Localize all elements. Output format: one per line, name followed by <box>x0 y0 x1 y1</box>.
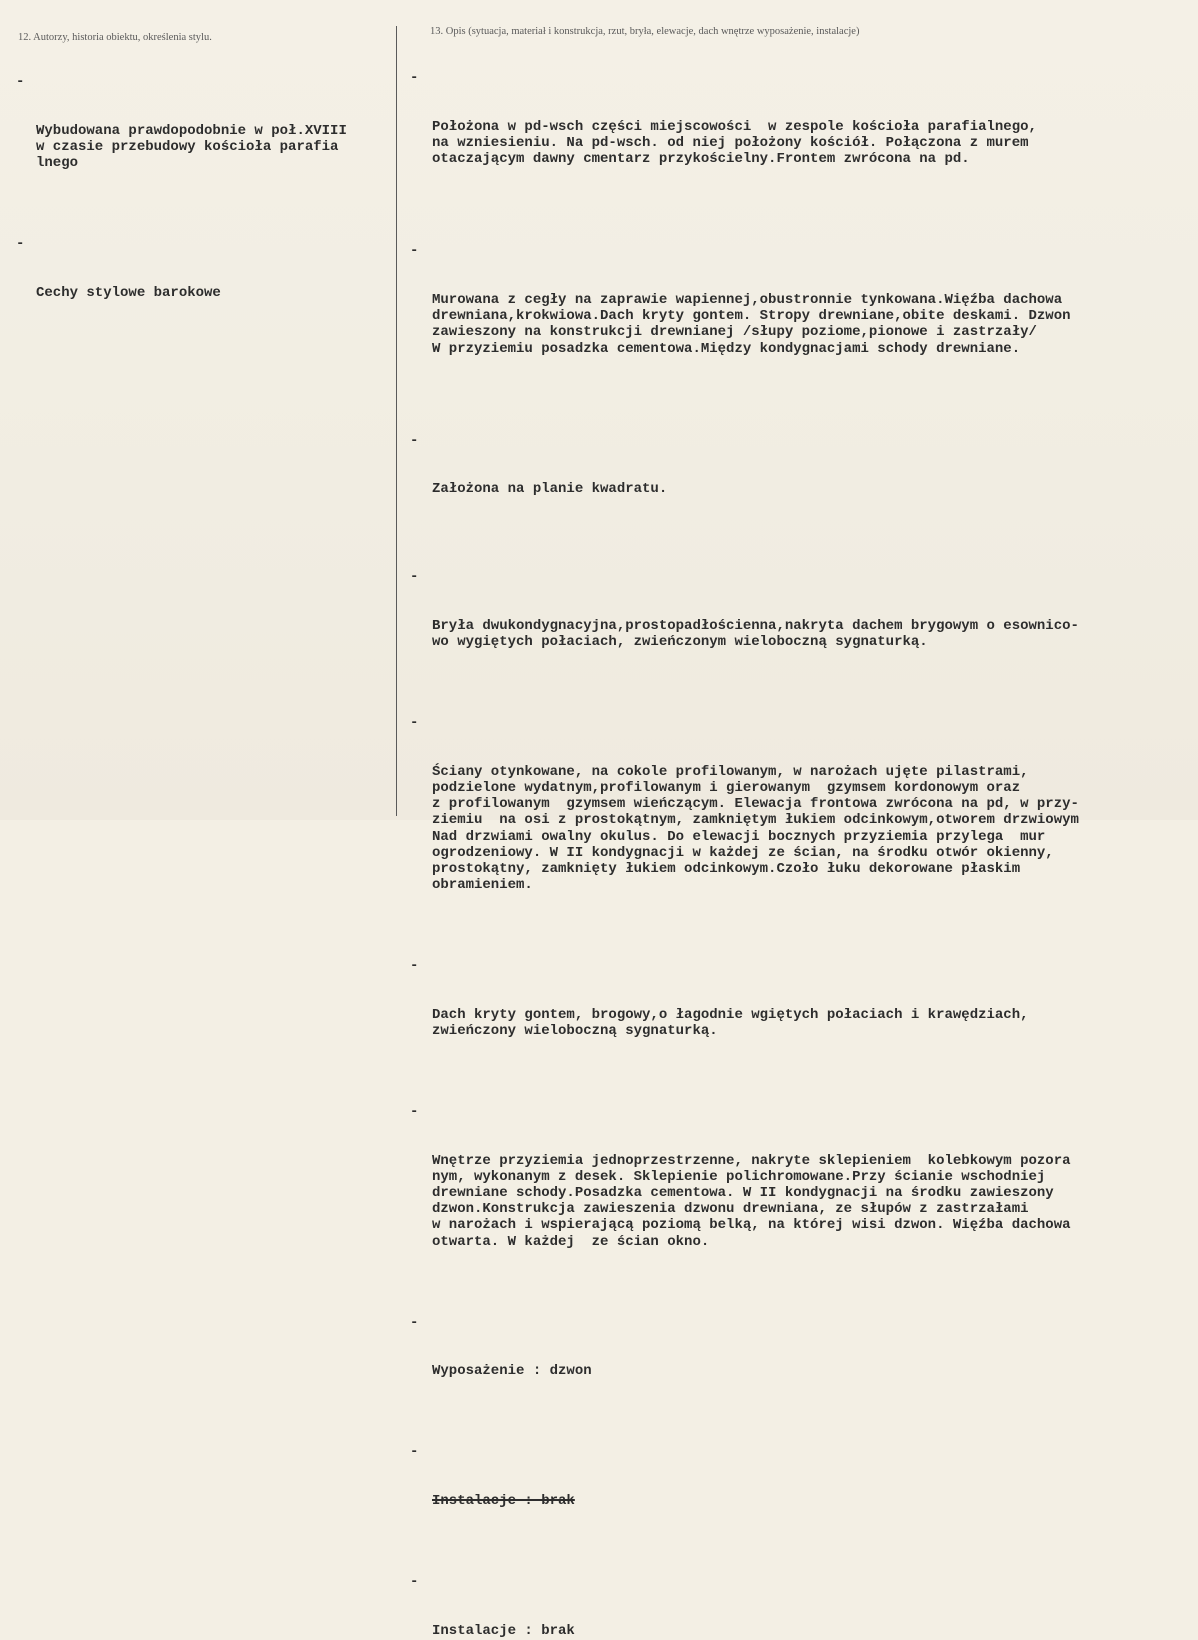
bullet-dash: - <box>410 1104 419 1120</box>
description-text: Wnętrze przyziemia jednoprzestrzenne, nakryte sklepieniem kolebkowym pozora nym, wykonanym z desek. Sklepienie polichromowane.Przy ścianie wschodniej drewniane schody.Posadzka cementowa. W II kondygnacji na środku zawieszony dzwon.Konstrukcja zawieszenia dzwonu drewniana, ze słupów z zastrzałami w narożach i wspierającą poziomą belką, na której wisi dzwon. Więźba dachowa otwarta. W każdej ze ścian okno. <box>432 1152 1071 1250</box>
bullet-dash: - <box>410 569 419 586</box>
bullet-dash: - <box>410 1573 419 1590</box>
section-13-header: 13. Opis (sytuacja, materiał i konstrukcja, rzut, bryła, elewacje, dach wnętrze wyposażenie, instalacje) <box>430 26 860 37</box>
description-installations <box>410 1574 1079 1640</box>
description-text: Wyposażenie : dzwon <box>432 1363 592 1380</box>
description-walls <box>410 715 1079 926</box>
left-item-text: Wybudowana prawdopodobnie w poł.XVIII w czasie przebudowy kościoła parafia lnego <box>36 123 347 172</box>
right-column <box>410 38 1079 1640</box>
bullet-dash: - <box>410 1314 419 1331</box>
bullet-dash: - <box>16 74 25 91</box>
column-divider <box>396 26 397 816</box>
bullet-dash: - <box>410 958 419 975</box>
description-text: Założona na planie kwadratu. <box>432 481 668 498</box>
description-text: Instalacje : brak <box>432 1622 575 1639</box>
description-struck-line <box>410 1444 1079 1541</box>
description-text: Dach kryty gontem, brogowy,o łagodnie wgiętych połaciach i krawędziach, zwieńczony wieloboczną sygnaturką. <box>432 1006 1029 1039</box>
bullet-dash: - <box>410 715 419 732</box>
description-text: Położona w pd-wsch części miejscowości w zespole kościoła parafialnego, na wzniesieniu. Na pd-wsch. od niej położony kościół. Połączona z murem otaczającym dawny cmentarz przykościelny.Frontem zwrócona na pd. <box>432 119 1037 168</box>
bullet-dash: - <box>410 1444 419 1461</box>
description-interior <box>410 1104 1079 1282</box>
bullet-dash: - <box>410 432 419 449</box>
left-item-text: Cechy stylowe barokowe <box>36 285 221 302</box>
section-12-header: 12. Autorzy, historia obiektu, określenia stylu. <box>18 32 212 43</box>
description-material <box>410 243 1079 389</box>
description-roof <box>410 958 1079 1071</box>
left-column <box>16 42 347 366</box>
bullet-dash: - <box>410 243 419 260</box>
struck-text: Instalacje : brak <box>432 1492 575 1509</box>
description-text: Ściany otynkowane, na cokole profilowanym, w narożach ujęte pilastrami, podzielone wydatnym,profilowanym i gierowanym gzymsem kordonowym oraz z profilowanym gzymsem wieńczącym. Elewacja frontowa zwrócona na pd, w przy- ziemiu na osi z prostokątnym, zamkniętym łukiem odcinkowym,otworem drzwiowym Nad drzwiami owalny okulus. Do elewacji bocznych przyziemia przylega mur ogrodzeniowy. W II kondygnacji w każdej ze ścian, na środku otwór okienny, prostokątny, zamknięty łukiem odcinkowym.Czoło łuku dekorowane płaskim obramieniem. <box>432 763 1079 894</box>
left-item-1 <box>16 74 347 204</box>
description-massing <box>410 569 1079 682</box>
description-location <box>410 70 1079 200</box>
bullet-dash: - <box>410 70 419 87</box>
description-plan <box>410 433 1079 530</box>
left-item-2 <box>16 236 347 333</box>
bullet-dash: - <box>16 236 25 253</box>
description-text: Murowana z cegły na zaprawie wapiennej,obustronnie tynkowana.Więźba dachowa drewniana,krokwiowa.Dach kryty gontem. Stropy drewniane,obite deskami. Dzwon zawieszony na konstrukcji drewnianej /słupy poziome,pionowe i zastrzały/ W przyziemiu posadzka cementowa.Między kondygnacjami schody drewniane. <box>432 292 1071 357</box>
description-furnishing <box>410 1315 1079 1412</box>
description-text: Bryła dwukondygnacyjna,prostopadłościenna,nakryta dachem brygowym o esownico- wo wygiętych połaciach, zwieńczonym wieloboczną sygnaturką. <box>432 617 1079 651</box>
